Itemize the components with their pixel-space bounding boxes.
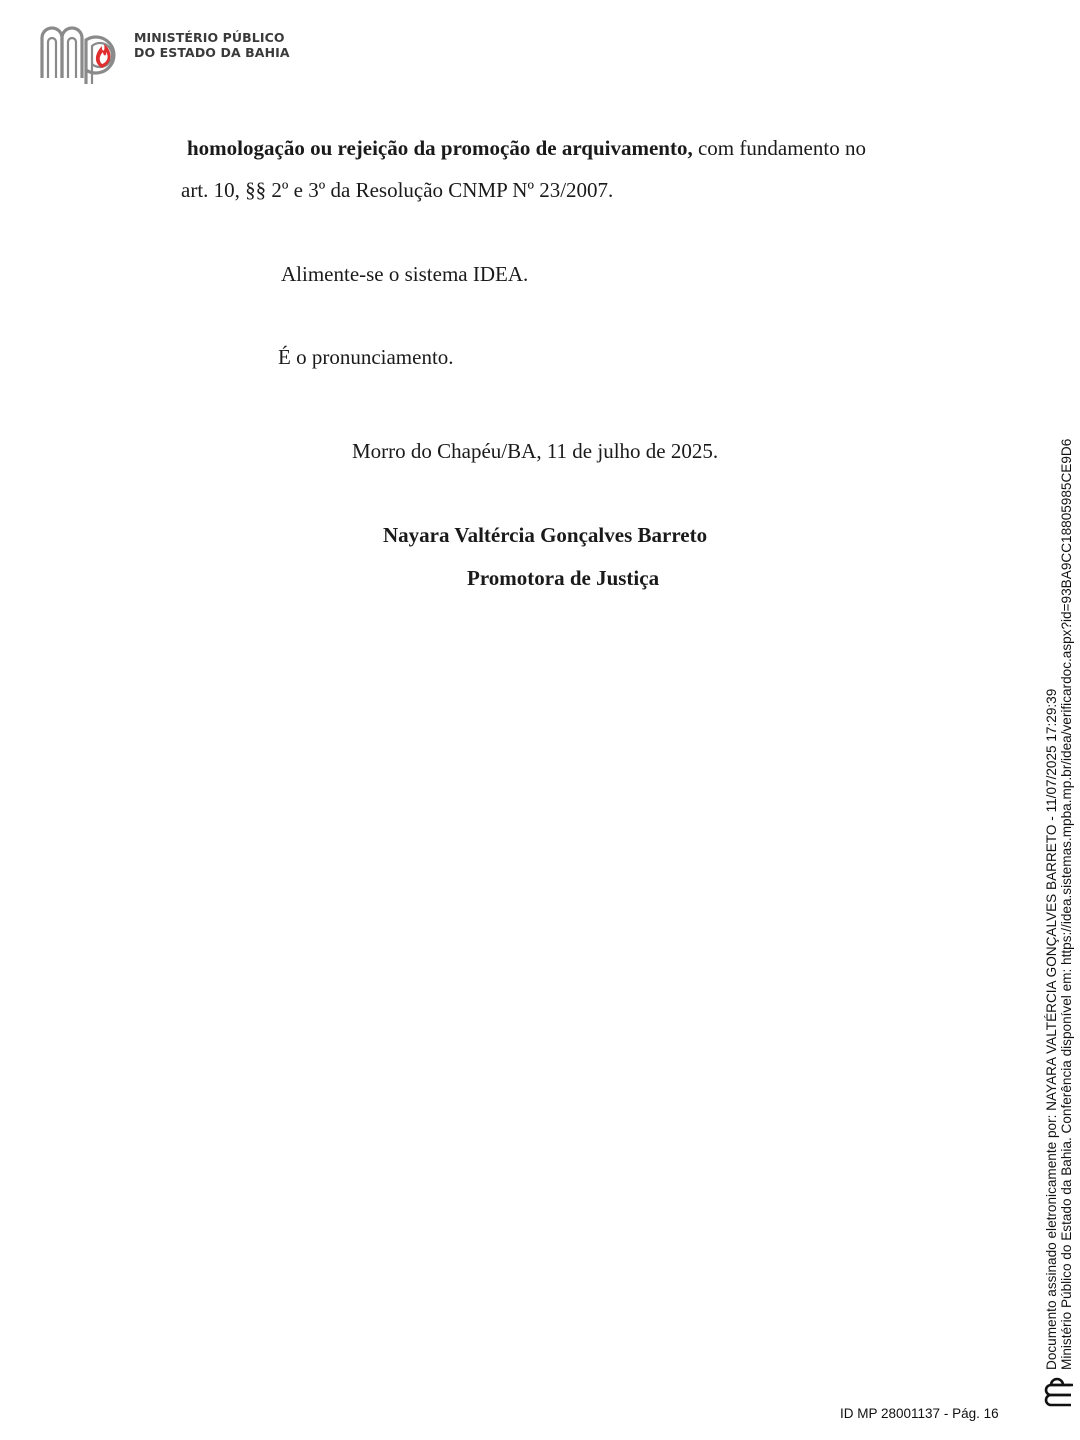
org-name-line2: DO ESTADO DA BAHIA <box>134 45 290 60</box>
org-name <box>134 30 290 60</box>
signature-stamp-line2: Ministério Público do Estado da Bahia. Conferência disponível em: https://idea.sistemas.mpba.mp.br/idea/verificardoc.aspx?id=93BA9CC18805985CE9D6 <box>1059 438 1074 1370</box>
mp-small-logo-icon <box>1044 1376 1074 1408</box>
place-and-date: Morro do Chapéu/BA, 11 de julho de 2025. <box>352 439 719 463</box>
signature-stamp-line1: Documento assinado eletronicamente por: NAYARA VALTÉRCIA GONÇALVES BARRETO - 11/07/2025 17:29:39 <box>1044 688 1059 1370</box>
paragraph-1-bold-text: homologação ou rejeição da promoção de arquivamento, <box>187 136 693 160</box>
mp-logo-icon <box>38 22 128 88</box>
electronic-signature-stamp <box>1044 370 1074 1370</box>
document-id-page-number: ID MP 28001137 - Pág. 16 <box>840 1406 999 1421</box>
paragraph-1-line-1 <box>187 136 866 160</box>
paragraph-1-line-2: art. 10, §§ 2º e 3º da Resolução CNMP Nº 23/2007. <box>181 178 614 202</box>
paragraph-3: É o pronunciamento. <box>278 345 454 369</box>
signer-name: Nayara Valtércia Gonçalves Barreto <box>383 523 708 547</box>
org-name-line1: MINISTÉRIO PÚBLICO <box>134 30 285 45</box>
paragraph-1-rest-text: com fundamento no <box>692 136 866 160</box>
signer-role: Promotora de Justiça <box>467 566 660 590</box>
paragraph-2: Alimente-se o sistema IDEA. <box>281 262 529 286</box>
mp-ba-logo <box>38 22 298 88</box>
